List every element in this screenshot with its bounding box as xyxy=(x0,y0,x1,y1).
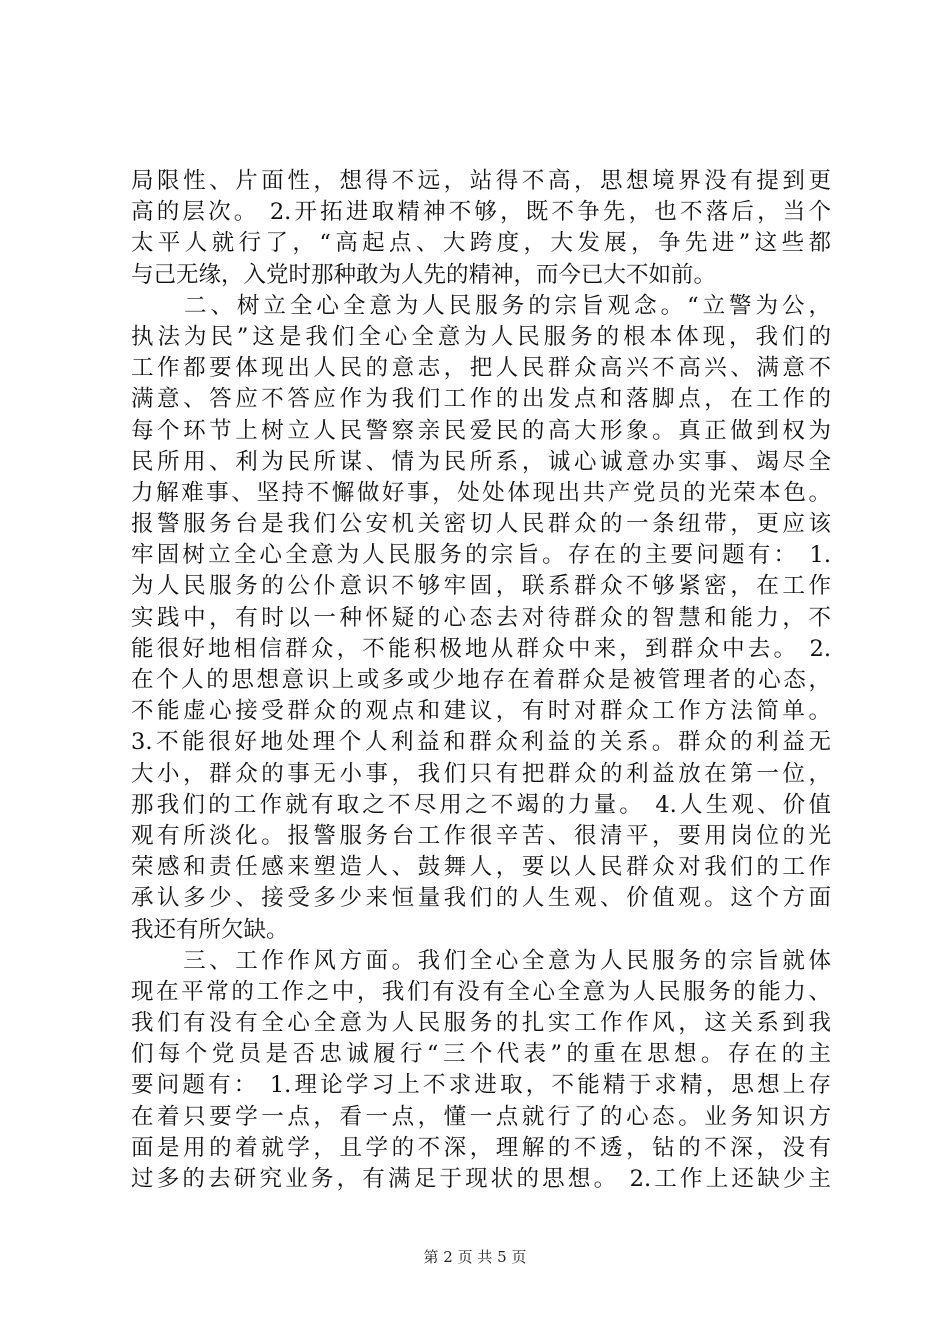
page-footer: 第 2 页 共 5 页 xyxy=(423,1248,527,1266)
text-line: 现在平常的工作之中，我们有没有全心全意为人民服务的能力、 xyxy=(131,978,831,1005)
text-line: 太平人就行了，“高起点、大跨度，大发展，争先进”这些都 xyxy=(131,230,831,257)
text-line: 不能虚心接受群众的观点和建议，有时对群众工作方法简单。 xyxy=(131,698,831,725)
text-line: 在着只要学一点，看一点，懂一点就行了的心态。业务知识方 xyxy=(131,1103,831,1130)
text-line: 执法为民”这是我们全心全意为人民服务的根本体现，我们的 xyxy=(131,323,831,350)
text-line: 与己无缘，入党时那种敢为人先的精神，而今已大不如前。 xyxy=(131,261,717,288)
text-line: 三、工作作风方面。我们全心全意为人民服务的宗旨就体 xyxy=(131,947,831,974)
text-line: 二、树立全心全意为人民服务的宗旨观念。“立警为公， xyxy=(131,292,831,319)
text-line: 民所用、利为民所谋、情为民所系，诚心诚意办实事、竭尽全 xyxy=(131,448,831,475)
text-line: 承认多少、接受多少来恒量我们的人生观、价值观。这个方面 xyxy=(131,885,831,912)
text-line: 能很好地相信群众，不能积极地从群众中来，到群众中去。 2. xyxy=(131,635,831,662)
text-line: 我们有没有全心全意为人民服务的扎实工作作风，这关系到我 xyxy=(131,1010,831,1037)
text-line: 实践中，有时以一种怀疑的心态去对待群众的智慧和能力，不 xyxy=(131,604,831,631)
text-line: 过多的去研究业务，有满足于现状的思想。 2.工作上还缺少主 xyxy=(131,1166,831,1192)
body-text xyxy=(131,166,831,1195)
text-line: 满意、答应不答应作为我们工作的出发点和落脚点，在工作的 xyxy=(131,386,831,413)
text-line: 我还有所欠缺。 xyxy=(131,916,289,943)
text-line: 每个环节上树立人民警察亲民爱民的高大形象。真正做到权为 xyxy=(131,417,831,444)
text-line: 高的层次。 2.开拓进取精神不够，既不争先，也不落后，当个 xyxy=(131,199,831,226)
text-line: 那我们的工作就有取之不尽用之不竭的力量。 4.人生观、价值 xyxy=(131,791,831,818)
text-line: 为人民服务的公仆意识不够牢固，联系群众不够紧密，在工作 xyxy=(131,573,831,600)
text-line: 面是用的着就学，且学的不深，理解的不透，钻的不深，没有 xyxy=(131,1134,831,1161)
text-line: 力解难事、坚持不懈做好事，处处体现出共产党员的光荣本色。 xyxy=(131,479,831,506)
text-line: 报警服务台是我们公安机关密切人民群众的一条纽带，更应该 xyxy=(131,511,831,538)
text-line: 牢固树立全心全意为人民服务的宗旨。存在的主要问题有： 1. xyxy=(131,542,831,569)
text-line: 工作都要体现出人民的意志，把人民群众高兴不高兴、满意不 xyxy=(131,355,831,382)
text-line: 局限性、片面性，想得不远，站得不高，思想境界没有提到更 xyxy=(131,168,831,194)
text-line: 3.不能很好地处理个人利益和群众利益的关系。群众的利益无 xyxy=(131,729,831,756)
text-line: 大小，群众的事无小事，我们只有把群众的利益放在第一位， xyxy=(131,760,831,787)
text-line: 在个人的思想意识上或多或少地存在着群众是被管理者的心态， xyxy=(131,667,831,693)
text-line: 观有所淡化。报警服务台工作很辛苦、很清平，要用岗位的光 xyxy=(131,822,831,849)
text-line: 们每个党员是否忠诚履行“三个代表”的重在思想。存在的主 xyxy=(131,1041,831,1068)
text-line: 荣感和责任感来塑造人、鼓舞人，要以人民群众对我们的工作 xyxy=(131,854,831,881)
text-line: 要问题有： 1.理论学习上不求进取，不能精于求精，思想上存 xyxy=(131,1072,831,1099)
